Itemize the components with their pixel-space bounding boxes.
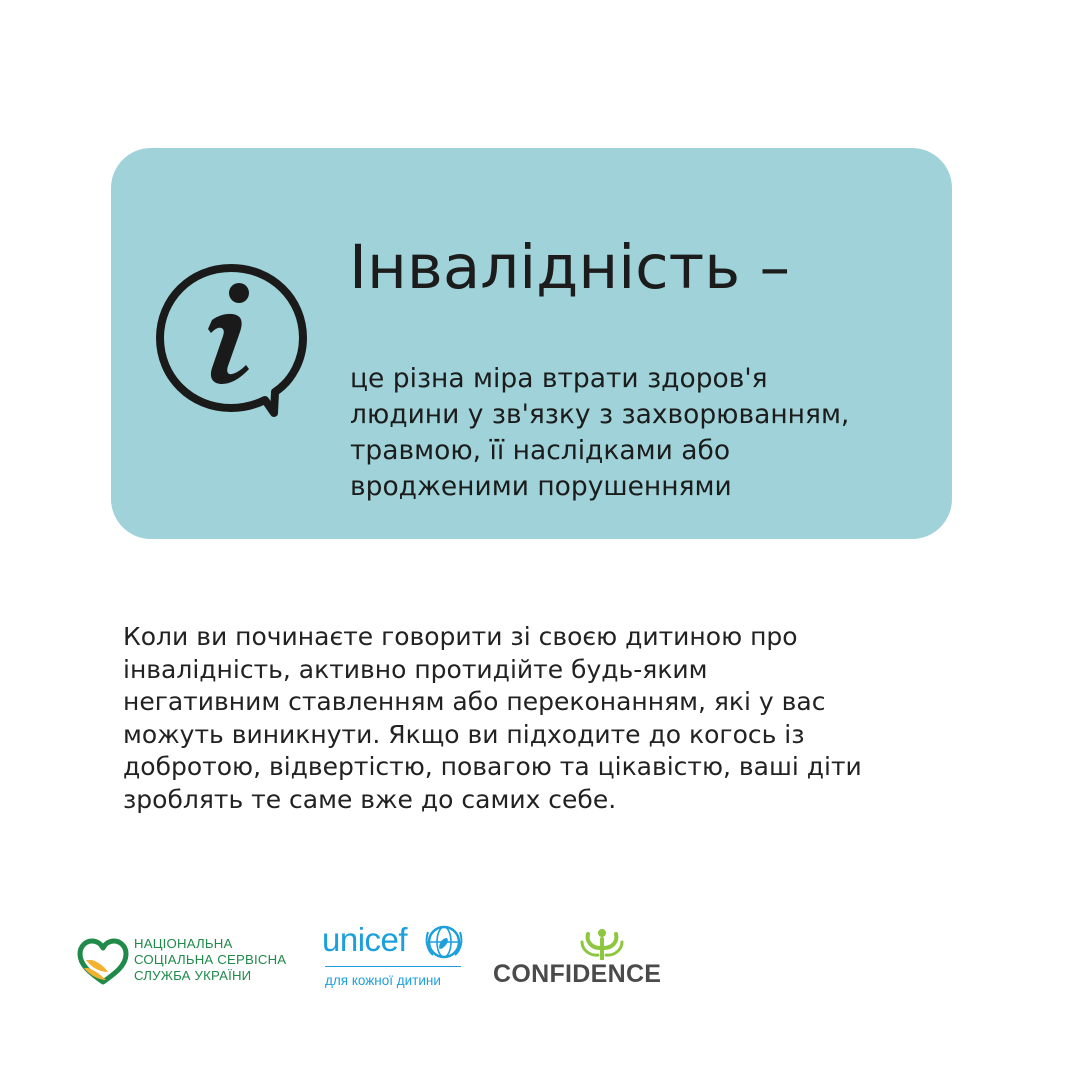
nsss-name-line: НАЦІОНАЛЬНА <box>134 936 233 951</box>
card-description-line: вродженими порушеннями <box>350 471 732 502</box>
heart-hands-icon <box>76 938 130 986</box>
card-title: Інвалідність – <box>349 232 791 303</box>
info-speech-bubble-icon <box>154 262 309 420</box>
card-description-line: це різна міра втрати здоров'я <box>350 363 768 394</box>
nsss-name-line: СЛУЖБА УКРАЇНИ <box>134 968 252 983</box>
confidence-logo <box>492 928 682 990</box>
sprout-figure-icon <box>580 928 624 960</box>
nsss-name-line: СОЦІАЛЬНА СЕРВІСНА <box>134 952 287 967</box>
nsss-name <box>134 936 286 984</box>
body-line: зроблять те саме вже до самих себе. <box>123 784 617 814</box>
unicef-divider <box>325 966 461 967</box>
card-description <box>350 361 930 505</box>
body-line: Коли ви починаєте говорити зі своєю дитиною про <box>123 622 798 651</box>
nsss-logo <box>76 936 316 986</box>
unicef-emblem-icon <box>425 924 463 960</box>
body-line: добротою, відвертістю, повагою та цікавістю, ваші діти <box>123 752 862 782</box>
unicef-tagline: для кожної дитини <box>325 973 441 988</box>
card-description-line: людини у зв'язку з захворюванням, <box>350 399 850 430</box>
body-line: інвалідність, активно протидійте будь-яким <box>123 654 708 684</box>
body-line: можуть виникнути. Якщо ви підходите до когось із <box>123 719 805 749</box>
unicef-logo <box>322 920 467 992</box>
confidence-wordmark: CONFIDENCE <box>493 960 662 988</box>
body-paragraph <box>123 621 943 817</box>
card-description-line: травмою, її наслідками або <box>350 435 731 466</box>
body-line: негативним ставленням або переконанням, які у вас <box>123 687 826 717</box>
unicef-wordmark: unicef <box>322 921 408 958</box>
